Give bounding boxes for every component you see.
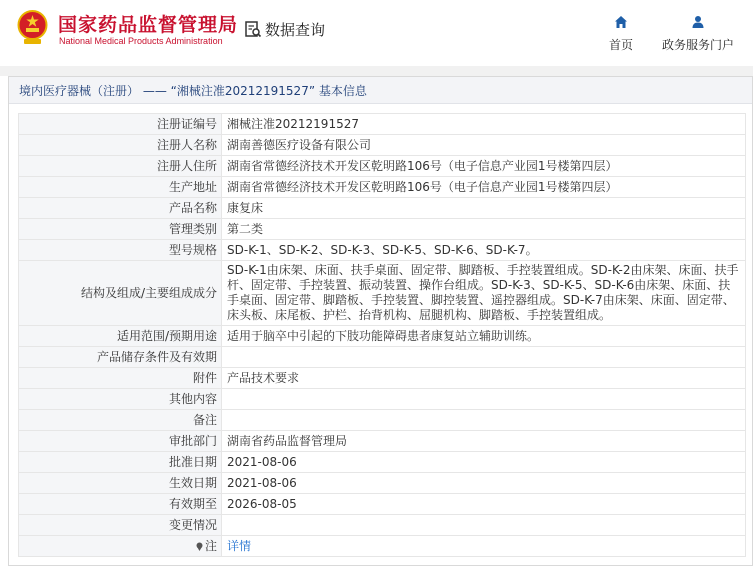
field-label: 注册人住所 [19, 156, 222, 177]
field-label: 型号规格 [19, 240, 222, 261]
field-value: 2026-08-05 [222, 494, 746, 515]
field-value: 湖南省常德经济技术开发区乾明路106号（电子信息产业园1号楼第四层） [222, 156, 746, 177]
national-emblem-icon [16, 9, 49, 46]
field-value: 2021-08-06 [222, 452, 746, 473]
header-divider [0, 66, 753, 76]
table-row [19, 114, 746, 135]
field-value: 康复床 [222, 198, 746, 219]
site-name-cn[interactable]: 国家药品监督管理局 [58, 14, 239, 36]
field-value: 2021-08-06 [222, 473, 746, 494]
field-value: 第二类 [222, 219, 746, 240]
field-value: SD-K-1由床架、床面、扶手桌面、固定带、脚踏板、手控装置组成。SD-K-2由床架、床面、扶手杆、固定带、手控装置、振动装置、操作台组成。SD-K-3、SD-K-5、SD-K-6由床架、床面、扶手桌面、固定带、脚踏板、手控装置、脚控装置、遥控器组成。SD-K-7由床架、床面、固定带、床头板、床尾板、护栏、抬背机构、屈腿机构、脚踏板、手控装置组成。 [222, 261, 746, 326]
note-label-cell [19, 536, 222, 557]
note-value-cell [222, 536, 746, 557]
field-label: 注册人名称 [19, 135, 222, 156]
field-label: 结构及组成/主要组成成分 [19, 261, 222, 326]
table-row [19, 240, 746, 261]
table-row [19, 473, 746, 494]
field-label: 变更情况 [19, 515, 222, 536]
nav-home-label: 首页 [608, 38, 633, 52]
table-row [19, 452, 746, 473]
field-label: 产品名称 [19, 198, 222, 219]
detail-title-bar [9, 77, 752, 104]
table-row [19, 515, 746, 536]
field-label: 适用范围/预期用途 [19, 326, 222, 347]
field-label: 产品储存条件及有效期 [19, 347, 222, 368]
field-label: 附件 [19, 368, 222, 389]
nav-service-portal-label: 政务服务门户 [661, 38, 734, 52]
table-row [19, 156, 746, 177]
user-icon [691, 15, 705, 29]
home-icon [614, 15, 628, 29]
field-value [222, 410, 746, 431]
field-label: 管理类别 [19, 219, 222, 240]
field-label: 批准日期 [19, 452, 222, 473]
field-value: SD-K-1、SD-K-2、SD-K-3、SD-K-5、SD-K-6、SD-K-7。 [222, 240, 746, 261]
table-row [19, 347, 746, 368]
nav-service-portal[interactable] [658, 14, 738, 53]
field-value: 湖南善德医疗设备有限公司 [222, 135, 746, 156]
device-info-table [18, 113, 746, 557]
table-row [19, 177, 746, 198]
table-row [19, 431, 746, 452]
table-row [19, 389, 746, 410]
field-value [222, 389, 746, 410]
table-row [19, 494, 746, 515]
table-row [19, 410, 746, 431]
table-row [19, 198, 746, 219]
details-link[interactable]: 详情 [227, 538, 252, 553]
field-label: 有效期至 [19, 494, 222, 515]
field-value: 产品技术要求 [222, 368, 746, 389]
field-value [222, 515, 746, 536]
field-label: 注册证编号 [19, 114, 222, 135]
field-label: 生效日期 [19, 473, 222, 494]
detail-card [8, 76, 753, 566]
field-value: 湘械注准20212191527 [222, 114, 746, 135]
table-row [19, 368, 746, 389]
table-row-note [19, 536, 746, 557]
field-label: 审批部门 [19, 431, 222, 452]
table-row [19, 135, 746, 156]
map-pin-icon [195, 542, 204, 551]
table-row [19, 219, 746, 240]
data-query-label: 数据查询 [265, 20, 326, 39]
data-query-link[interactable] [244, 18, 325, 40]
field-label: 备注 [19, 410, 222, 431]
field-value: 湖南省药品监督管理局 [222, 431, 746, 452]
note-label: 注 [204, 538, 217, 553]
site-header [0, 0, 753, 66]
table-row [19, 326, 746, 347]
search-document-icon [244, 20, 262, 38]
field-label: 其他内容 [19, 389, 222, 410]
field-value: 适用于脑卒中引起的下肢功能障碍患者康复站立辅助训练。 [222, 326, 746, 347]
site-name-en[interactable]: National Medical Products Administration [59, 36, 223, 46]
field-value: 湖南省常德经济技术开发区乾明路106号（电子信息产业园1号楼第四层） [222, 177, 746, 198]
page-title: 境内医疗器械（注册） —— “湘械注准20212191527” 基本信息 [19, 83, 367, 98]
nav-home[interactable] [604, 14, 638, 53]
field-value [222, 347, 746, 368]
table-row [19, 261, 746, 326]
field-label: 生产地址 [19, 177, 222, 198]
